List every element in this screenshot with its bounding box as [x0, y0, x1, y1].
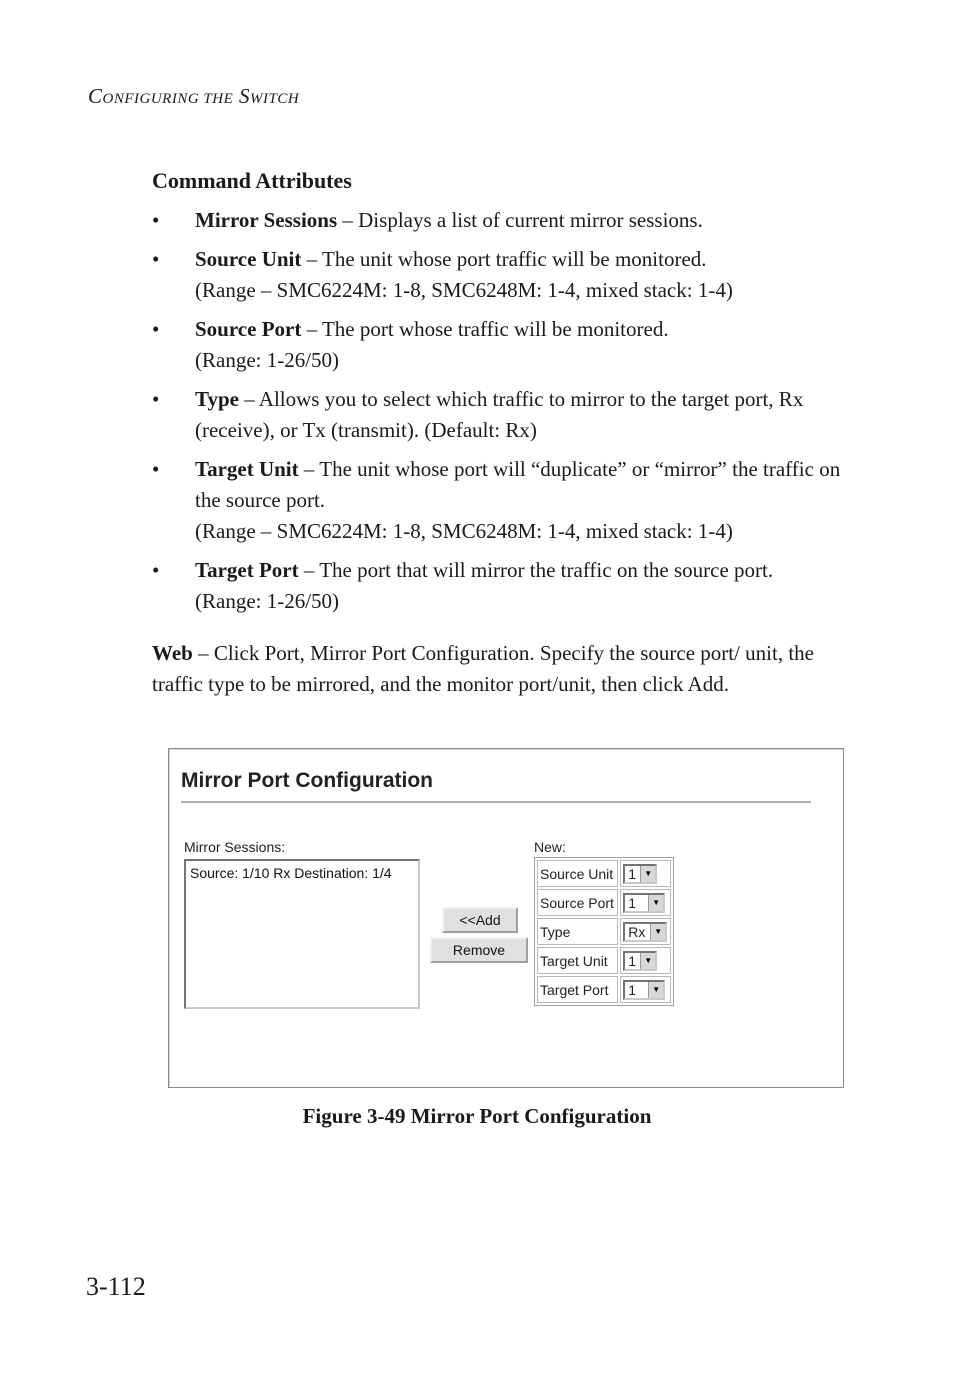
target-port-cell — [620, 976, 671, 1003]
description: – The unit whose port traffic will be monitored. — [301, 247, 707, 271]
mirror-session-item[interactable]: Source: 1/10 Rx Destination: 1/4 — [190, 865, 392, 881]
description: – Displays a list of current mirror sessions. — [337, 208, 703, 232]
form-row-type — [537, 918, 671, 945]
web-term: Web — [152, 641, 193, 665]
page-number: 3-112 — [86, 1272, 146, 1301]
source-unit-label: Source Unit — [537, 860, 618, 887]
mirror-sessions-label: Mirror Sessions: — [184, 839, 286, 855]
range-note: (Range – SMC6224M: 1-8, SMC6248M: 1-4, mixed stack: 1-4) — [195, 519, 733, 543]
type-value: Rx — [628, 923, 646, 940]
attribute-list — [152, 205, 852, 625]
add-button[interactable]: <<Add — [442, 907, 518, 933]
source-port-cell — [620, 889, 671, 916]
range-note: (Range – SMC6224M: 1-8, SMC6248M: 1-4, mixed stack: 1-4) — [195, 278, 733, 302]
header-text-2: WITCH — [250, 91, 300, 107]
description: – The port that will mirror the traffic on the source port. — [298, 558, 774, 582]
bullet-dot: • — [152, 208, 160, 232]
mirror-sessions-list[interactable] — [184, 859, 420, 1009]
range-note: (Range: 1-26/50) — [195, 589, 340, 613]
header-text-1: ONFIGURING THE — [102, 91, 234, 107]
target-unit-select[interactable] — [623, 951, 657, 971]
target-port-select[interactable] — [623, 980, 665, 1000]
dropdown-arrow-icon: ▼ — [640, 866, 655, 882]
bullet-dot: • — [152, 387, 160, 411]
form-row-target-unit — [537, 947, 671, 974]
remove-button[interactable]: Remove — [430, 937, 528, 963]
list-item — [152, 314, 852, 376]
dropdown-arrow-icon: ▼ — [648, 895, 663, 911]
term: Type — [195, 387, 239, 411]
description: – Allows you to select which traffic to mirror to the target port, Rx (receive), or Tx (transmit). (Default: Rx) — [195, 387, 804, 442]
form-row-target-port — [537, 976, 671, 1003]
section-title: Command Attributes — [152, 168, 352, 193]
panel-title: Mirror Port Configuration — [181, 769, 433, 792]
type-label: Type — [537, 918, 618, 945]
web-text: – Click Port, Mirror Port Configuration. Specify the source port/ unit, the traffic type to be mirrored, and the monitor port/unit, then click Add. — [152, 641, 815, 696]
title-divider — [181, 801, 811, 803]
target-unit-cell — [620, 947, 671, 974]
target-unit-value: 1 — [628, 952, 636, 969]
target-port-value: 1 — [628, 981, 636, 998]
list-item — [152, 555, 852, 617]
source-unit-cell — [620, 860, 671, 887]
bullet-dot: • — [152, 317, 160, 341]
list-item — [152, 205, 852, 236]
source-unit-select[interactable] — [623, 864, 657, 884]
source-port-label: Source Port — [537, 889, 618, 916]
new-session-form — [534, 857, 674, 1006]
list-item — [152, 244, 852, 306]
term: Target Unit — [195, 457, 299, 481]
term: Mirror Sessions — [195, 208, 338, 232]
term: Target Port — [195, 558, 299, 582]
term: Source Port — [195, 317, 302, 341]
new-label: New: — [534, 839, 566, 855]
form-row-source-unit — [537, 860, 671, 887]
form-row-source-port — [537, 889, 671, 916]
term: Source Unit — [195, 247, 302, 271]
list-item — [152, 384, 852, 446]
target-port-label: Target Port — [537, 976, 618, 1003]
list-item — [152, 454, 852, 547]
source-port-select[interactable] — [623, 893, 665, 913]
dropdown-arrow-icon: ▼ — [640, 953, 655, 969]
figure-caption: Figure 3-49 Mirror Port Configuration — [302, 1104, 652, 1128]
dropdown-arrow-icon: ▼ — [648, 982, 663, 998]
description: – The port whose traffic will be monitored. — [301, 317, 669, 341]
range-note: (Range: 1-26/50) — [195, 348, 340, 372]
running-header — [88, 84, 299, 109]
bullet-dot: • — [152, 247, 160, 271]
target-unit-label: Target Unit — [537, 947, 618, 974]
type-cell — [620, 918, 671, 945]
type-select[interactable] — [623, 922, 667, 942]
bullet-dot: • — [152, 558, 160, 582]
mirror-port-screenshot — [168, 748, 844, 1088]
bullet-dot: • — [152, 457, 160, 481]
header-initial-1: C — [88, 84, 103, 108]
source-port-value: 1 — [628, 894, 636, 911]
dropdown-arrow-icon: ▼ — [650, 924, 665, 940]
web-instructions — [152, 638, 852, 700]
description: – The unit whose port will “duplicate” or “mirror” the traffic on the source port. — [195, 457, 841, 512]
header-initial-2: S — [239, 84, 251, 108]
source-unit-value: 1 — [628, 865, 636, 882]
